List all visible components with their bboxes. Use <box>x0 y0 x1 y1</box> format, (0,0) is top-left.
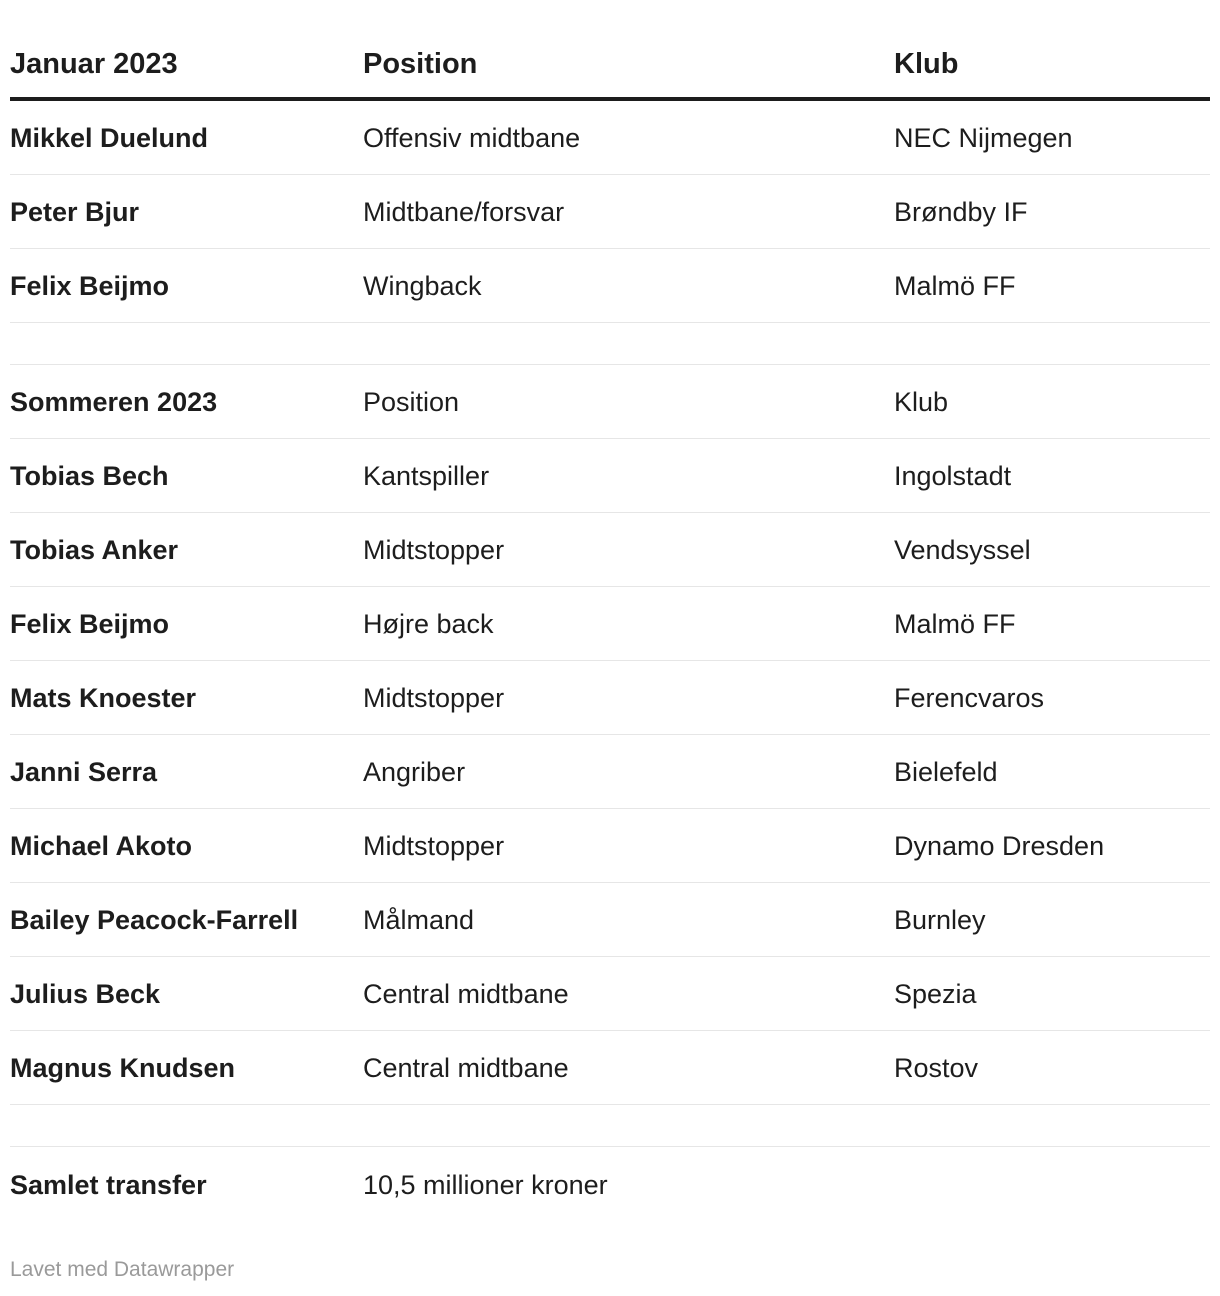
summer-position-label: Position <box>363 387 460 417</box>
table-row <box>10 809 1210 883</box>
player-name: Magnus Knudsen <box>10 1053 236 1083</box>
player-position: Wingback <box>363 271 482 301</box>
player-name: Bailey Peacock-Farrell <box>10 905 299 935</box>
summer-period: Sommeren 2023 <box>10 387 218 417</box>
player-name: Mikkel Duelund <box>10 123 209 153</box>
table-row <box>10 439 1210 513</box>
player-position: Midtbane/forsvar <box>363 197 565 227</box>
table-row <box>10 587 1210 661</box>
transfer-table <box>10 0 1210 1223</box>
section-spacer <box>10 323 1210 365</box>
player-club: Vendsyssel <box>894 535 1031 565</box>
player-name: Peter Bjur <box>10 197 140 227</box>
player-club: Rostov <box>894 1053 979 1083</box>
player-name: Felix Beijmo <box>10 609 170 639</box>
table-row <box>10 957 1210 1031</box>
player-club: Burnley <box>894 905 986 935</box>
player-name: Michael Akoto <box>10 831 193 861</box>
table-row <box>10 883 1210 957</box>
table-row <box>10 513 1210 587</box>
player-club: Ferencvaros <box>894 683 1045 713</box>
table-row <box>10 1031 1210 1105</box>
table-row <box>10 249 1210 323</box>
total-label: Samlet transfer <box>10 1170 207 1200</box>
player-position: Midtstopper <box>363 831 505 861</box>
header-club: Klub <box>894 48 959 80</box>
player-name: Tobias Bech <box>10 461 169 491</box>
player-position: Angriber <box>363 757 466 787</box>
player-position: Målmand <box>363 905 475 935</box>
table-row <box>10 101 1210 175</box>
player-club: Brøndby IF <box>894 197 1028 227</box>
player-club: Dynamo Dresden <box>894 831 1105 861</box>
datawrapper-credit[interactable]: Lavet med Datawrapper <box>10 1258 235 1281</box>
player-club: Malmö FF <box>894 271 1016 301</box>
summer-club-label: Klub <box>894 387 949 417</box>
table-header <box>10 0 1210 101</box>
section-spacer <box>10 1105 1210 1147</box>
player-position: Kantspiller <box>363 461 490 491</box>
table-row <box>10 175 1210 249</box>
total-value: 10,5 millioner kroner <box>363 1170 608 1200</box>
player-club: Spezia <box>894 979 977 1009</box>
player-club: Malmö FF <box>894 609 1016 639</box>
player-position: Offensiv midtbane <box>363 123 581 153</box>
player-position: Central midtbane <box>363 1053 569 1083</box>
player-position: Midtstopper <box>363 683 505 713</box>
player-club: Bielefeld <box>894 757 998 787</box>
player-club: NEC Nijmegen <box>894 123 1073 153</box>
table-row <box>10 735 1210 809</box>
player-name: Julius Beck <box>10 979 161 1009</box>
player-club: Ingolstadt <box>894 461 1012 491</box>
player-position: Midtstopper <box>363 535 505 565</box>
summer-section-header <box>10 365 1210 439</box>
table-row <box>10 661 1210 735</box>
total-row <box>10 1147 1210 1223</box>
player-position: Central midtbane <box>363 979 569 1009</box>
player-name: Felix Beijmo <box>10 271 170 301</box>
header-period: Januar 2023 <box>10 48 178 80</box>
header-position: Position <box>363 48 478 80</box>
player-position: Højre back <box>363 609 494 639</box>
player-name: Tobias Anker <box>10 535 179 565</box>
player-name: Janni Serra <box>10 757 158 787</box>
player-name: Mats Knoester <box>10 683 197 713</box>
